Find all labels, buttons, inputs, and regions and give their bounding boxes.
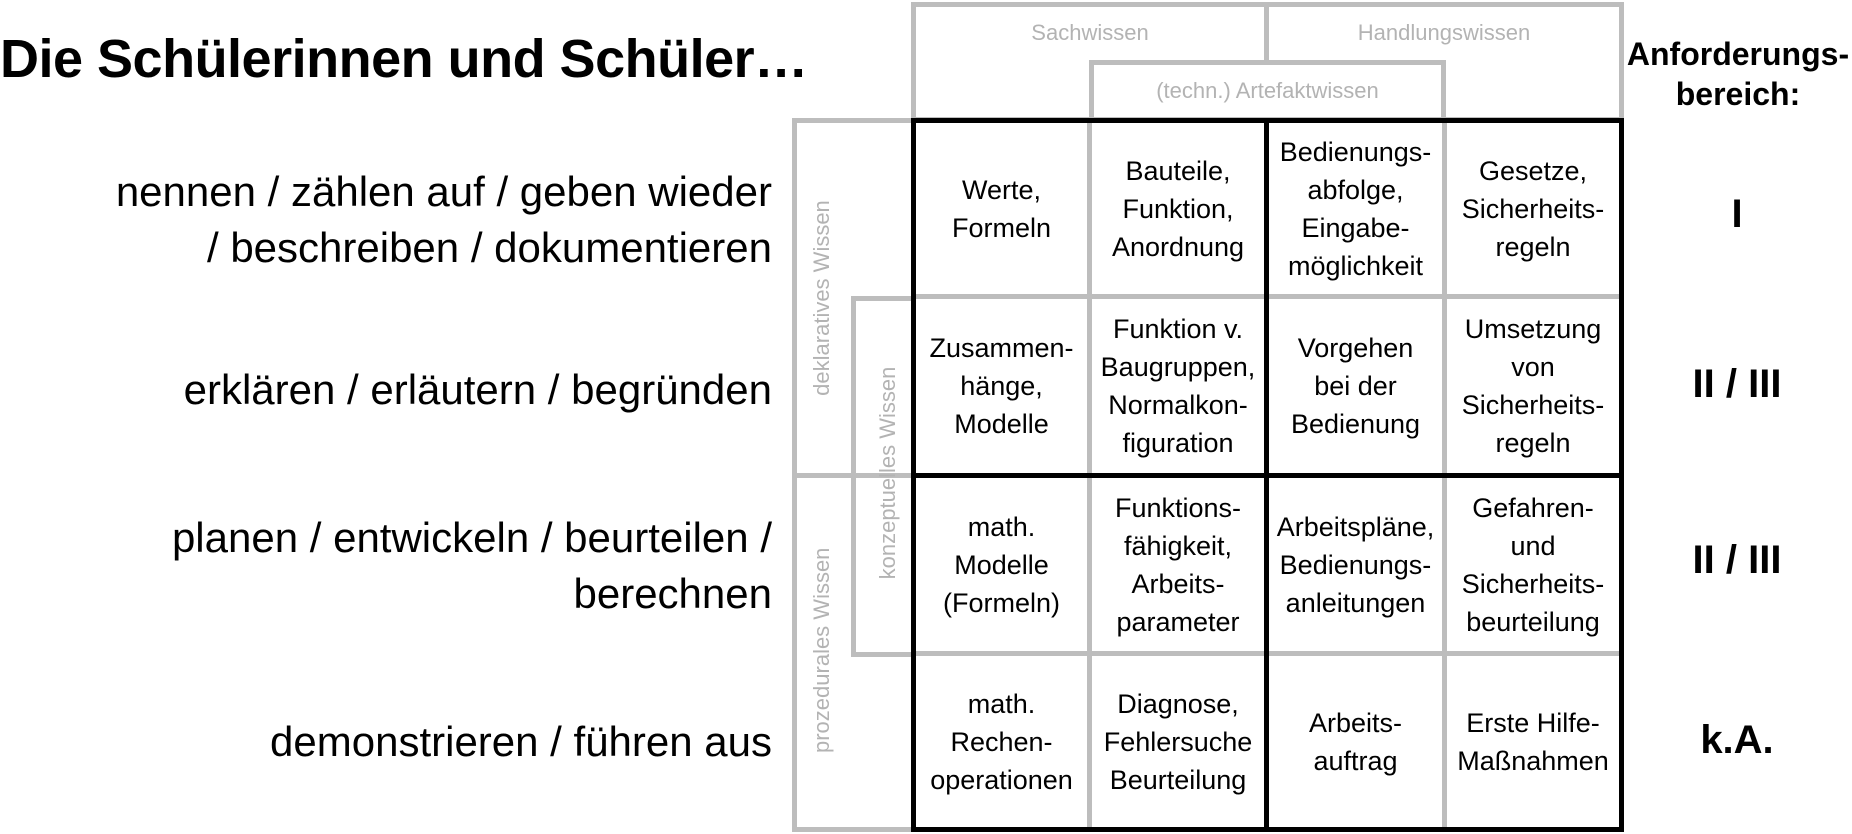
cell-text: Gesetze, Sicherheits- regeln xyxy=(1461,155,1605,262)
cell-text: Erste Hilfe- Maßnahmen xyxy=(1457,707,1609,776)
cell-text: Werte, Formeln xyxy=(951,174,1052,243)
verb-text: demonstrieren / führen aus xyxy=(270,718,772,765)
cell-r3-c4 xyxy=(1447,478,1619,651)
handlungswissen-label: Handlungswissen xyxy=(1357,20,1531,45)
cell-r3-c2 xyxy=(1092,478,1264,651)
verb-row-4 xyxy=(270,714,772,770)
cell-r2-c1 xyxy=(916,299,1087,473)
cell-r2-c3 xyxy=(1269,299,1442,473)
cell-text: Bedienungs- abfolge, Eingabe- möglichkeit xyxy=(1279,136,1432,281)
cell-r2-c4 xyxy=(1447,299,1619,473)
cell-text: Arbeitspläne, Bedienungs- anleitungen xyxy=(1276,511,1435,618)
cell-text: math. Modelle (Formeln) xyxy=(942,511,1060,618)
cell-r4-c2 xyxy=(1092,656,1264,827)
level-row-2: II / III xyxy=(1692,362,1782,406)
level-row-3: II / III xyxy=(1692,538,1782,582)
verb-text: nennen / zählen auf / geben wieder / beschreiben / dokumentieren xyxy=(115,168,772,271)
verb-row-3 xyxy=(172,510,772,622)
cell-text: Arbeits- auftrag xyxy=(1308,707,1403,776)
sachwissen-label: Sachwissen xyxy=(1031,20,1149,45)
anforderungsbereich-header xyxy=(1624,34,1852,114)
cell-text: math. Rechen- operationen xyxy=(930,688,1073,795)
page-title: Die Schülerinnen und Schüler… xyxy=(0,29,808,89)
artefaktwissen-label: (techn.) Artefaktwissen xyxy=(1156,78,1379,103)
verb-text: erklären / erläutern / begründen xyxy=(183,366,772,413)
prozedural-label: prozedurales Wissen xyxy=(809,547,834,753)
cell-r1-c4 xyxy=(1447,123,1619,294)
cell-r1-c1 xyxy=(916,123,1087,294)
verb-row-1 xyxy=(116,164,772,276)
cell-text: Funktion v. Baugruppen, Normalkon- figuration xyxy=(1100,314,1256,458)
cell-text: Funktions- fähigkeit, Arbeits- parameter xyxy=(1114,492,1242,637)
anforderungsbereich-label: Anforderungs- bereich: xyxy=(1626,36,1850,112)
level-row-1: I xyxy=(1731,192,1743,236)
cell-text: Gefahren- und Sicherheits- beurteilung xyxy=(1461,492,1605,637)
cell-r1-c3 xyxy=(1269,123,1442,294)
level-row-4: k.A. xyxy=(1700,718,1774,762)
konzeptuell-label: konzeptuelles Wissen xyxy=(875,366,900,580)
cell-r1-c2 xyxy=(1092,123,1264,294)
verb-text: planen / entwickeln / beurteilen / berechnen xyxy=(171,514,772,617)
deklarativ-label: deklaratives Wissen xyxy=(809,200,834,396)
cell-r2-c2 xyxy=(1092,299,1264,473)
cell-r3-c3 xyxy=(1269,478,1442,651)
cell-r3-c1 xyxy=(916,478,1087,651)
cell-r4-c4 xyxy=(1447,656,1619,827)
cell-r4-c3 xyxy=(1269,656,1442,827)
cell-text: Diagnose, Fehlersuche Beurteilung xyxy=(1103,688,1253,795)
cell-text: Bauteile, Funktion, Anordnung xyxy=(1111,155,1245,262)
cell-text: Umsetzung von Sicherheits- regeln xyxy=(1461,314,1605,458)
cell-text: Zusammen- hänge, Modelle xyxy=(929,333,1074,439)
cell-text: Vorgehen bei der Bedienung xyxy=(1290,333,1421,439)
cell-r4-c1 xyxy=(916,656,1087,827)
verb-row-2 xyxy=(184,362,772,418)
